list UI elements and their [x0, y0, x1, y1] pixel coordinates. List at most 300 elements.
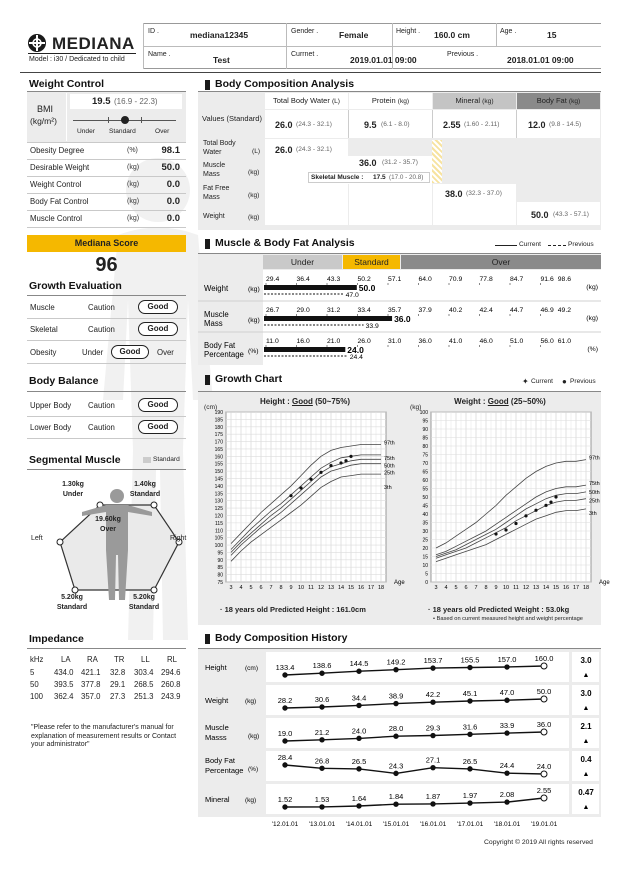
- ge-skeletal-good-badge: Good: [138, 322, 178, 336]
- bca-row-weight-range: (43.3 - 57.1): [553, 211, 589, 218]
- height-value: 160.0 cm: [434, 30, 470, 40]
- bca-row-tbw-range: (24.3 - 32.1): [296, 146, 332, 153]
- history-change-value: 3.0: [580, 656, 592, 665]
- bca-row-weight-value: 50.0: [531, 210, 549, 220]
- imp-cell: 32.8: [110, 668, 126, 677]
- growth-x-tick: 5: [249, 585, 253, 591]
- mbfa-tick-label: 49.2: [557, 307, 571, 314]
- bca-mineral-range: (1.60 - 2.11): [464, 121, 500, 128]
- history-point: [468, 801, 472, 805]
- weight-control-row-value: 0.0: [166, 179, 180, 190]
- history-point: [431, 765, 435, 769]
- right-arm-node: [151, 502, 157, 508]
- growth-y-tick: 30: [422, 529, 428, 535]
- impedance-title: Impedance: [29, 633, 84, 645]
- bmi-value-box: [70, 94, 182, 109]
- mbfa-tick-label: 64.0: [418, 276, 432, 283]
- history-point-label: 1.64: [351, 793, 367, 803]
- history-date-label: '18.01.01: [493, 821, 521, 828]
- bca-row-ffm-value: 38.0: [445, 189, 463, 199]
- mbfa-tick-label: 43.3: [327, 276, 341, 283]
- mbfa-tick-label: 42.4: [479, 307, 493, 314]
- growth-x-tick: 17: [367, 585, 375, 591]
- growth-percentile-label: 75th: [384, 455, 395, 462]
- growth-y-tick: 120: [214, 513, 223, 520]
- age-value: 15: [547, 30, 557, 40]
- mbfa-tick-label: 35.7: [388, 307, 402, 314]
- history-change-arrow-icon: ▲: [582, 705, 590, 712]
- mbfa-tick-label: 16.0: [296, 338, 310, 345]
- growth-point: [289, 494, 292, 497]
- history-point: [283, 805, 287, 809]
- imp-cell: 421.1: [81, 668, 101, 677]
- growth-note: • Based on current measured height and weight percentage: [433, 616, 583, 622]
- mbfa-row-unit: (%): [248, 348, 259, 355]
- growth-x-tick: 3: [434, 585, 438, 591]
- muscle-control-unit: (kg): [127, 215, 140, 222]
- growth-x-tick: 7: [269, 585, 273, 591]
- history-row-unit: (kg): [245, 698, 257, 705]
- growth-x-tick: 10: [502, 585, 510, 591]
- growth-percentile-label: 97th: [589, 455, 600, 462]
- bmi-value: 19.5: [92, 96, 111, 107]
- history-point-label: 1.84: [388, 792, 404, 802]
- history-date-label: '19.01.01: [530, 821, 558, 828]
- growth-y-tick: 0: [425, 580, 428, 586]
- mbfa-tick-label: 11.0: [266, 338, 279, 345]
- history-point: [505, 771, 509, 775]
- growth-x-label: Age: [599, 580, 610, 586]
- growth-y-tick: 75: [422, 452, 428, 459]
- obesity-degree-value: 98.1: [161, 145, 180, 156]
- growth-percentile-label: 50th: [589, 489, 600, 496]
- weight-control-row-unit: (kg): [127, 181, 140, 188]
- muscle-control-label: Muscle Control: [30, 214, 82, 223]
- previous-label: Previous .: [447, 51, 479, 58]
- left-arm-kg: 1.30kg: [62, 481, 84, 488]
- mbfa-tick-label: 56.0: [540, 338, 554, 345]
- history-point: [505, 698, 509, 702]
- history-point: [320, 738, 324, 742]
- growth-y-tick: 170: [214, 439, 223, 446]
- growth-y-tick: 85: [217, 565, 223, 572]
- growth-x-tick: 18: [377, 585, 385, 591]
- growth-y-tick: 15: [422, 554, 428, 561]
- history-point-label: 28.4: [277, 753, 293, 762]
- left-arm-status: Under: [62, 491, 84, 498]
- mbfa-tick-label: 46.0: [479, 338, 493, 345]
- left-leg-node: [72, 587, 78, 593]
- history-point: [283, 763, 287, 767]
- history-point: [320, 705, 324, 709]
- bca-protein-range: (6.1 - 8.0): [381, 121, 410, 128]
- growth-x-tick: 16: [562, 585, 570, 591]
- bca-col-fat-unit: (kg): [568, 98, 581, 105]
- bmi-unit: (kg/m²): [30, 116, 57, 126]
- imp-cell: 50: [30, 680, 39, 689]
- history-point: [468, 665, 472, 669]
- imp-cell: 260.8: [161, 680, 181, 689]
- bmi-scale-standard: Standard: [109, 128, 136, 135]
- growth-x-tick: 15: [552, 585, 560, 591]
- history-row-bg: [266, 751, 569, 781]
- history-point-label: 47.0: [499, 688, 515, 698]
- mbfa-row-label: Muscle: [204, 310, 229, 319]
- history-row-label: Mineral: [205, 795, 230, 804]
- mbfa-current-bar: [264, 347, 345, 352]
- bca-tbw-value: 26.0: [275, 120, 293, 130]
- bca-row-ffm-label: Fat Free Mass: [203, 185, 230, 201]
- growth-x-tick: 9: [289, 585, 293, 591]
- mbfa-chart: [198, 254, 601, 365]
- bca-col-fat-label: Body Fat: [536, 96, 567, 105]
- history-point: [505, 800, 509, 804]
- bca-col-fat: [517, 93, 600, 109]
- model-label: Model : i30 / Dedicated to child: [29, 56, 125, 63]
- mbfa-tick-label: 77.8: [479, 276, 493, 283]
- history-row-unit: (kg): [245, 797, 257, 804]
- history-point: [320, 671, 324, 675]
- bb-lower-caution: Caution: [88, 423, 115, 432]
- mbfa-current-bar: [264, 316, 392, 321]
- segmental-legend-standard: Standard: [153, 456, 180, 463]
- imp-cell: 29.1: [110, 680, 126, 689]
- header-info: [143, 23, 601, 69]
- bca-tbw-range: (24.3 - 32.1): [296, 121, 332, 128]
- id-label: ID .: [148, 28, 159, 35]
- history-point: [357, 736, 361, 740]
- history-point-label: 28.2: [277, 696, 293, 705]
- ge-muscle-caution: Caution: [88, 303, 115, 312]
- growth-y-tick: 50: [422, 495, 428, 501]
- history-point-label: 24.3: [388, 761, 404, 771]
- imp-cell: 27.3: [110, 692, 126, 701]
- growth-y-tick: 110: [215, 528, 223, 535]
- weight-growth-chart: [405, 410, 610, 600]
- history-point: [394, 771, 398, 775]
- growth-y-tick: 80: [217, 572, 223, 579]
- history-row-unit: (%): [248, 766, 259, 773]
- mbfa-row-label: Weight: [204, 284, 229, 293]
- bca-skeletal-value: 17.5: [373, 174, 386, 181]
- desirable-weight-label: Desirable Weight: [30, 163, 90, 172]
- id-value: mediana12345: [190, 30, 249, 40]
- bca-row-mm-label: Muscle Mass: [203, 162, 226, 178]
- bca-row-mm-unit: (kg): [248, 169, 260, 176]
- segmental-right-label: Right: [170, 535, 187, 542]
- history-point: [468, 767, 472, 771]
- mbfa-row-label: Mass: [204, 319, 223, 328]
- growth-y-tick: 90: [422, 427, 428, 433]
- mbfa-tick-label: 26.7: [266, 307, 280, 314]
- bca-col-tbw-label: Total Body Water: [273, 96, 330, 105]
- mbfa-previous-label: 33.9: [365, 323, 379, 330]
- growth-x-tick: 10: [297, 585, 305, 591]
- mbfa-tick-label: 36.0: [418, 338, 432, 345]
- imp-cell: 393.5: [54, 680, 74, 689]
- growth-y-tick: 75: [217, 580, 223, 586]
- growth-y-tick: 145: [214, 476, 223, 483]
- height-chart-title: [220, 397, 390, 406]
- growth-percentile-label: 3th: [384, 485, 392, 492]
- growth-y-tick: 140: [214, 483, 223, 490]
- history-point-label: 26.8: [314, 756, 330, 766]
- bca-skeletal-label: Skeletal Muscle :: [311, 174, 364, 181]
- growth-point: [299, 486, 302, 489]
- mbfa-tick-label: 33.4: [357, 307, 371, 314]
- history-point-label: 36.0: [536, 720, 552, 729]
- imp-cell: 434.0: [54, 668, 74, 677]
- history-point: [541, 729, 547, 735]
- growth-y-tick: 100: [419, 410, 428, 416]
- growth-x-tick: 17: [572, 585, 580, 591]
- history-point-label: 1.87: [425, 791, 441, 801]
- growth-point: [344, 459, 347, 462]
- growth-x-tick: 4: [444, 585, 448, 591]
- history-row-label: Percentage: [205, 766, 244, 775]
- bca-col-protein: [349, 93, 432, 109]
- imp-cell: 243.9: [161, 692, 181, 701]
- mbfa-tick-label: 44.7: [510, 307, 524, 314]
- growth-y-tick: 175: [214, 432, 223, 439]
- growth-x-tick: 6: [259, 585, 263, 591]
- bca-col-tbw-unit: (L): [331, 98, 340, 105]
- segmental-left-label: Left: [31, 535, 43, 542]
- history-date-label: '12.01.01: [271, 821, 299, 828]
- mbfa-tick-label: 98.6: [557, 276, 571, 283]
- history-point: [505, 731, 509, 735]
- growth-x-tick: 11: [513, 585, 519, 591]
- history-point-label: 34.4: [351, 693, 367, 703]
- mbfa-tick-label: 91.6: [540, 276, 554, 283]
- history-change-arrow-icon: ▲: [582, 804, 590, 811]
- growth-x-tick: 4: [239, 585, 243, 591]
- mbfa-tick-label: 21.0: [327, 338, 341, 345]
- weight-chart-title-label: Weight :: [454, 397, 488, 406]
- history-row-unit: (kg): [248, 733, 260, 740]
- history-point-label: 138.6: [312, 661, 332, 671]
- ge-skeletal-caution: Caution: [88, 325, 115, 334]
- gender-label: Gender .: [291, 28, 319, 35]
- growth-y-tick: 45: [422, 503, 428, 510]
- mbfa-tick-label: 70.9: [449, 276, 463, 283]
- imp-cell: 5: [30, 668, 35, 677]
- growth-x-tick: 6: [464, 585, 468, 591]
- growth-x-tick: 8: [484, 585, 488, 591]
- history-point: [394, 734, 398, 738]
- bca-mineral-value: 2.55: [443, 120, 461, 130]
- mbfa-title: Muscle & Body Fat Analysis: [215, 237, 355, 249]
- bmi-marker: [121, 116, 129, 124]
- growth-y-tick: 95: [217, 550, 223, 557]
- right-arm-status: Standard: [129, 491, 161, 498]
- history-point-label: 157.0: [497, 655, 517, 665]
- growth-x-tick: 11: [308, 585, 314, 591]
- growth-point: [349, 455, 352, 458]
- growth-y-tick: 185: [214, 417, 223, 424]
- history-change-value: 3.0: [580, 689, 592, 698]
- name-value: Test: [213, 55, 230, 65]
- growth-y-tick: 20: [422, 546, 428, 552]
- trunk-kg: 19.60kg: [95, 516, 121, 523]
- growth-x-tick: 13: [532, 585, 540, 591]
- mbfa-end-unit: (kg): [586, 315, 598, 322]
- mbfa-previous-label: 47.0: [345, 292, 359, 299]
- bca-row-ffm-unit: (kg): [248, 192, 260, 199]
- right-arm-kg: 1.40kg: [134, 481, 156, 488]
- bb-lower-good-badge: Good: [138, 420, 178, 434]
- imp-cell: 100: [30, 692, 44, 701]
- bca-col-protein-unit: (kg): [397, 98, 410, 105]
- history-point: [283, 706, 287, 710]
- history-point: [320, 766, 324, 770]
- history-date-label: '14.01.01: [345, 821, 373, 828]
- growth-y-tick: 35: [422, 520, 428, 527]
- mbfa-tick-label: 29.4: [266, 276, 280, 283]
- growth-x-tick: 9: [494, 585, 498, 591]
- imp-cell: 362.4: [54, 692, 74, 701]
- mbfa-row-label: Body Fat: [204, 341, 236, 350]
- growth-y-tick: 130: [214, 498, 223, 505]
- history-point: [283, 739, 287, 743]
- bmi-scale-under: Under: [77, 128, 95, 135]
- growth-x-tick: 8: [279, 585, 283, 591]
- growth-x-tick: 5: [454, 585, 458, 591]
- growth-point: [514, 522, 517, 525]
- bca-title: Body Composition Analysis: [215, 78, 355, 90]
- history-row-bg: [266, 784, 569, 814]
- mbfa-end-unit: (kg): [586, 284, 598, 291]
- height-chart-range: (50~75%): [312, 397, 351, 406]
- growth-y-tick: 125: [214, 506, 223, 513]
- history-point: [357, 767, 361, 771]
- history-point-label: 144.5: [349, 659, 369, 669]
- history-point-label: 26.5: [462, 756, 478, 766]
- ge-muscle-label: Muscle: [30, 303, 55, 312]
- height-growth-chart: [200, 410, 405, 600]
- bca-row-mm-range: (31.2 - 35.7): [382, 159, 418, 166]
- height-label: Height .: [396, 28, 421, 35]
- history-point-label: 28.0: [388, 724, 404, 734]
- history-point-label: 24.4: [499, 761, 515, 771]
- mbfa-band-standard: Standard: [343, 255, 400, 269]
- mbfa-row-unit: (kg): [248, 317, 260, 324]
- ge-muscle-good-badge: Good: [138, 300, 178, 314]
- mbfa-current-label: 50.0: [358, 283, 376, 293]
- mbfa-row-unit: (kg): [248, 286, 260, 293]
- history-point-label: 2.08: [499, 790, 515, 800]
- bca-skeletal-range: (17.0 - 20.8): [389, 174, 424, 181]
- growth-point: [309, 478, 312, 481]
- history-point-label: 29.3: [425, 723, 441, 733]
- imp-cell: 357.0: [81, 692, 101, 701]
- ge-obesity-good-badge: Good: [111, 345, 149, 359]
- history-point-label: 24.0: [536, 762, 552, 771]
- history-row-label: Masss: [205, 733, 227, 742]
- desirable-weight-unit: (kg): [127, 164, 140, 171]
- right-leg-status: Standard: [128, 604, 160, 611]
- history-point-label: 45.1: [462, 689, 478, 699]
- history-point: [394, 667, 398, 671]
- history-point-label: 38.9: [388, 691, 404, 701]
- history-point-label: 42.2: [425, 690, 441, 700]
- mbfa-row-label: Percentage: [204, 350, 244, 359]
- growth-point: [504, 528, 507, 531]
- height-prediction: · 18 years old Predicted Height : 161.0cm: [220, 605, 366, 614]
- imp-h-la: LA: [61, 655, 71, 664]
- segmental-legend-swatch: [143, 457, 151, 463]
- growth-legend-current: Current: [531, 378, 553, 385]
- growth-y-tick: 155: [214, 461, 223, 468]
- mbfa-current-bar: [264, 285, 357, 290]
- mbfa-end-unit: (%): [587, 346, 598, 353]
- obesity-degree-unit: (%): [127, 147, 138, 154]
- left-leg-status: Standard: [56, 604, 88, 611]
- growth-point: [544, 504, 547, 507]
- muscle-control-value: 0.0: [166, 213, 180, 224]
- bca-col-mineral-label: Mineral: [455, 96, 481, 105]
- history-point: [357, 703, 361, 707]
- growth-y-tick: 95: [422, 418, 428, 425]
- brand-name: MEDIANA: [52, 34, 135, 53]
- growth-x-tick: 14: [337, 585, 345, 591]
- current-label: Currnet .: [291, 51, 319, 58]
- mbfa-current-label: 36.0: [394, 314, 411, 324]
- desirable-weight-value: 50.0: [161, 162, 180, 173]
- growth-percentile-label: 3th: [589, 510, 597, 517]
- mbfa-tick-label: 29.0: [296, 307, 310, 314]
- history-point-label: 153.7: [423, 656, 443, 666]
- imp-cell: 294.6: [161, 668, 181, 677]
- mediana-score-value: 96: [95, 254, 118, 276]
- mbfa-band-over: Over: [401, 255, 601, 269]
- bca-row-tbw-unit: (L): [252, 148, 261, 155]
- growth-x-tick: 13: [327, 585, 335, 591]
- growth-y-tick: 190: [214, 410, 223, 416]
- history-chart: [198, 649, 601, 834]
- ge-skeletal-label: Skeletal: [30, 325, 58, 334]
- growth-percentile-label: 75th: [589, 481, 600, 488]
- bb-lower-label: Lower Body: [30, 423, 72, 432]
- history-point-label: 30.6: [314, 695, 330, 705]
- growth-point: [554, 495, 557, 498]
- growth-y-tick: 65: [422, 469, 428, 476]
- body-fat-control-unit: (kg): [127, 198, 140, 205]
- bca-fat-value: 12.0: [528, 120, 546, 130]
- imp-h-ll: LL: [141, 655, 150, 664]
- mbfa-tick-label: 31.2: [327, 307, 341, 314]
- mbfa-tick-label: 40.2: [449, 307, 463, 314]
- history-point: [357, 669, 361, 673]
- height-chart-title-label: Height :: [259, 397, 292, 406]
- history-point: [357, 804, 361, 808]
- history-point: [541, 696, 547, 702]
- mbfa-previous-label: 24.4: [349, 354, 363, 361]
- growth-percentile-label: 97th: [384, 440, 395, 447]
- growth-x-tick: 3: [229, 585, 233, 591]
- growth-point: [339, 461, 342, 464]
- mbfa-tick-label: 26.0: [357, 338, 371, 345]
- history-change-arrow-icon: ▲: [582, 738, 590, 745]
- mbfa-tick-label: 31.0: [388, 338, 402, 345]
- history-point: [468, 699, 472, 703]
- growth-y-tick: 100: [214, 543, 223, 550]
- growth-y-tick: 105: [214, 535, 223, 542]
- imp-cell: 377.8: [81, 680, 101, 689]
- bca-col-protein-label: Protein: [371, 96, 396, 105]
- history-point-label: 149.2: [386, 657, 406, 667]
- bb-upper-label: Upper Body: [30, 401, 72, 410]
